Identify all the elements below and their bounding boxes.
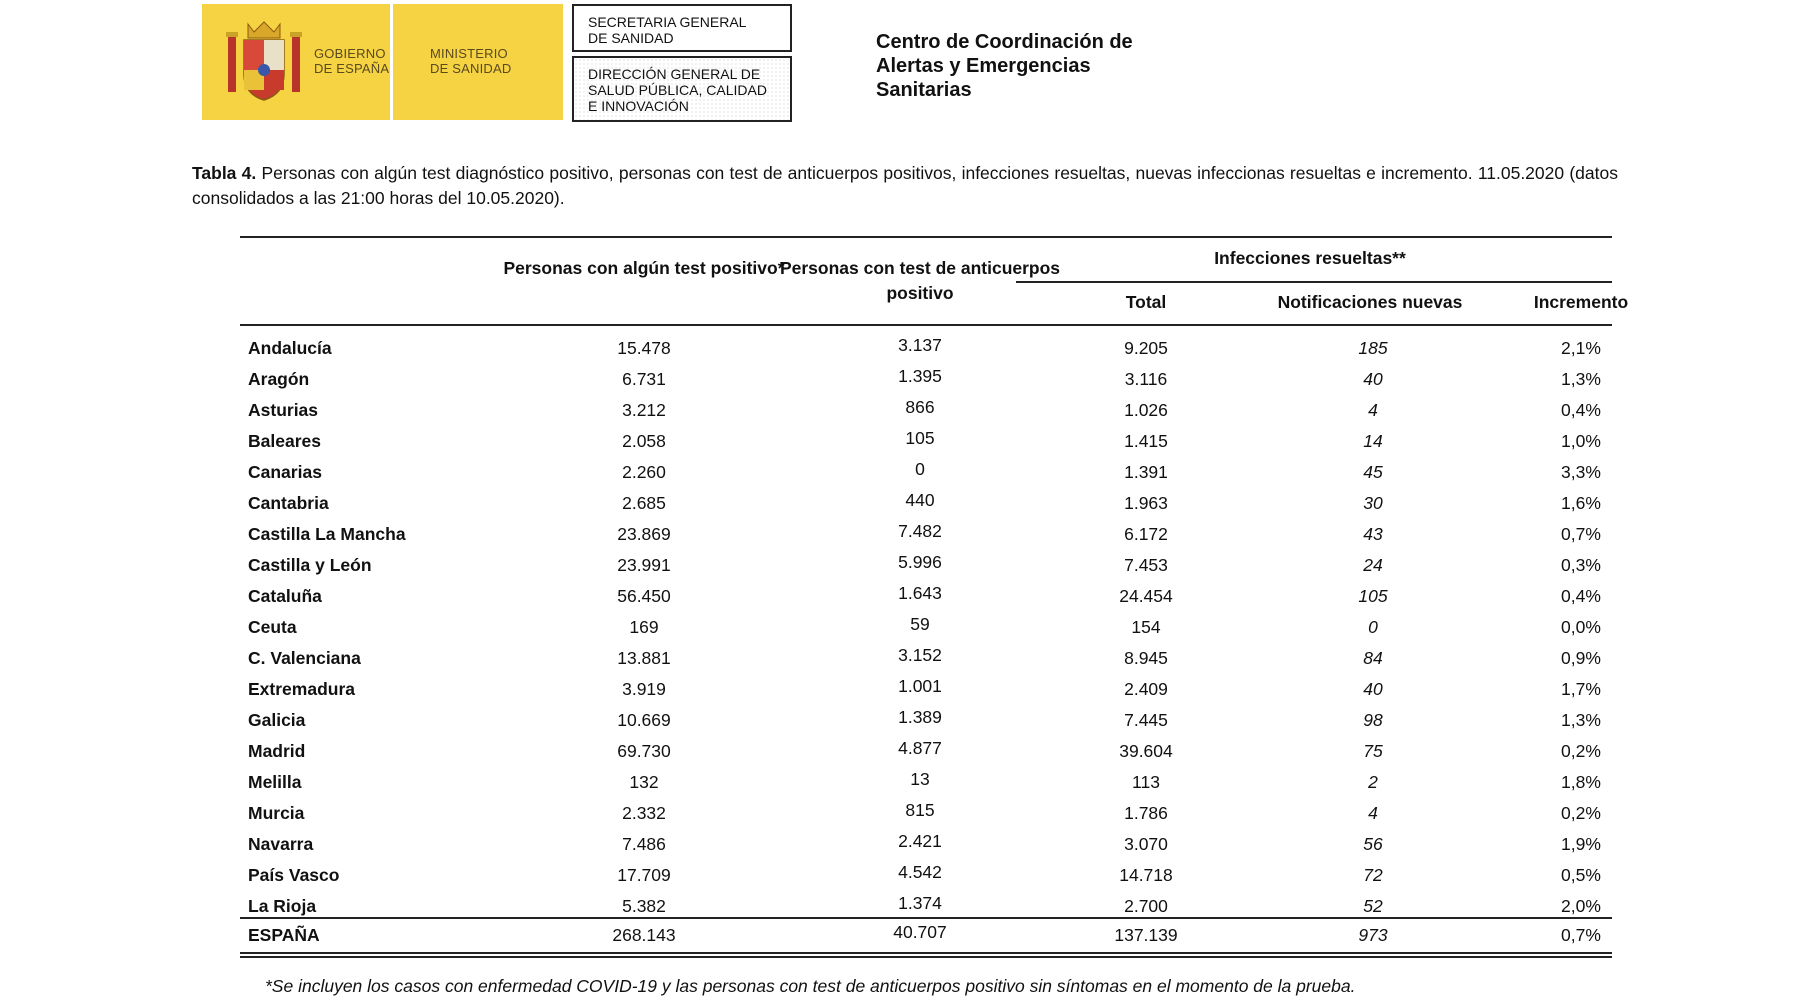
positive-test-value: 10.669 <box>617 710 671 730</box>
bottom-rule-2 <box>240 956 1612 958</box>
resolved-total-value: 1.026 <box>1124 400 1168 420</box>
new-notifications-value: 40 <box>1363 369 1383 389</box>
antibody-test-value: 7.482 <box>898 521 942 541</box>
positive-test-value: 2.332 <box>622 803 666 823</box>
direccion-line: SALUD PÚBLICA, CALIDAD <box>588 82 767 98</box>
total-resolved: 137.139 <box>1114 925 1178 945</box>
new-notifications-value: 40 <box>1363 679 1383 699</box>
region-name: Asturias <box>248 400 319 420</box>
gobierno-line: GOBIERNO <box>314 46 386 61</box>
increment-value: 0,2% <box>1561 741 1601 761</box>
new-notifications-value: 24 <box>1363 555 1383 575</box>
positive-test-value: 3.212 <box>622 400 666 420</box>
new-notifications-value: 0 <box>1368 617 1378 637</box>
direccion-line: E INNOVACIÓN <box>588 98 689 114</box>
resolved-total-value: 14.718 <box>1119 865 1173 885</box>
positive-test-value: 7.486 <box>622 834 666 854</box>
center-title-line: Centro de Coordinación de <box>876 31 1133 53</box>
new-notifications-value: 56 <box>1363 834 1383 854</box>
region-name: Ceuta <box>248 617 297 637</box>
new-notifications-value: 75 <box>1363 741 1383 761</box>
region-name: Extremadura <box>248 679 355 699</box>
new-notifications-value: 105 <box>1358 586 1388 606</box>
positive-test-value: 2.685 <box>622 493 666 513</box>
resolved-total-value: 1.415 <box>1124 431 1168 451</box>
region-name: Cataluña <box>248 586 322 606</box>
secretaria-line: DE SANIDAD <box>588 30 674 46</box>
resolved-total-value: 8.945 <box>1124 648 1168 668</box>
table-row <box>240 333 1612 364</box>
resolved-total-value: 2.700 <box>1124 896 1168 916</box>
resolved-total-value: 154 <box>1131 617 1161 637</box>
antibody-test-value: 4.877 <box>898 738 942 758</box>
increment-value: 0,3% <box>1561 555 1601 575</box>
antibody-test-value: 13 <box>910 769 930 789</box>
resolved-total-value: 7.453 <box>1124 555 1168 575</box>
table-row <box>240 519 1612 550</box>
resolved-total-value: 3.116 <box>1124 369 1168 389</box>
header-increment: Incremento <box>1533 292 1629 312</box>
total-increment: 0,7% <box>1561 925 1601 945</box>
ministerio-text <box>430 46 511 76</box>
antibody-test-value: 1.643 <box>898 583 942 603</box>
table-row <box>240 798 1612 829</box>
center-title <box>876 30 1133 102</box>
table-row <box>240 426 1612 457</box>
total-row <box>240 920 1612 951</box>
antibody-test-value: 1.395 <box>898 366 942 386</box>
table-row <box>240 860 1612 891</box>
direccion-box <box>572 56 792 122</box>
increment-value: 1,3% <box>1561 710 1601 730</box>
new-notifications-value: 2 <box>1368 772 1378 792</box>
logo-divider <box>390 4 393 120</box>
region-name: País Vasco <box>248 865 340 885</box>
gobierno-line: DE ESPAÑA <box>314 61 390 76</box>
increment-value: 0,0% <box>1561 617 1601 637</box>
total-name: ESPAÑA <box>248 925 320 945</box>
increment-value: 2,1% <box>1561 338 1601 358</box>
positive-test-value: 13.881 <box>617 648 671 668</box>
antibody-test-value: 0 <box>915 459 925 479</box>
region-name: Murcia <box>248 803 305 823</box>
region-name: Canarias <box>248 462 322 482</box>
positive-test-value: 5.382 <box>622 896 666 916</box>
table-row <box>240 767 1612 798</box>
group-rule <box>1016 281 1612 283</box>
header-total: Total <box>1125 292 1167 312</box>
region-name: Aragón <box>248 369 310 389</box>
total-new: 973 <box>1358 925 1388 945</box>
new-notifications-value: 98 <box>1363 710 1383 730</box>
positive-test-value: 132 <box>629 772 659 792</box>
increment-value: 1,9% <box>1561 834 1601 854</box>
resolved-total-value: 1.391 <box>1124 462 1168 482</box>
new-notifications-value: 4 <box>1368 400 1378 420</box>
positive-test-value: 3.919 <box>622 679 666 699</box>
table-row <box>240 736 1612 767</box>
direccion-line: DIRECCIÓN GENERAL DE <box>588 66 761 82</box>
increment-value: 0,9% <box>1561 648 1601 668</box>
total-antibody: 40.707 <box>893 922 947 942</box>
table-top-rule <box>240 236 1612 238</box>
total-positive: 268.143 <box>612 925 676 945</box>
coat-of-arms-icon <box>222 16 306 108</box>
resolved-total-value: 7.445 <box>1124 710 1168 730</box>
antibody-test-value: 1.374 <box>898 893 942 913</box>
region-name: Baleares <box>248 431 321 451</box>
antibody-test-value: 3.137 <box>898 335 942 355</box>
resolved-total-value: 3.070 <box>1124 834 1168 854</box>
positive-test-value: 2.058 <box>622 431 666 451</box>
table-row <box>240 643 1612 674</box>
region-name: Cantabria <box>248 493 329 513</box>
caption-text: Personas con algún test diagnóstico positivo, personas con test de anticuerpos positivos, infecciones resueltas, nuevas infeccionas resueltas e incremento. 11.05.2020 (datos consolidados a las 21:00 horas del 10.05.2020). <box>192 163 1618 208</box>
region-name: Castilla La Mancha <box>248 524 406 544</box>
resolved-total-value: 1.963 <box>1124 493 1168 513</box>
increment-value: 1,8% <box>1561 772 1601 792</box>
center-title-line: Alertas y Emergencias <box>876 55 1091 77</box>
new-notifications-value: 43 <box>1363 524 1383 544</box>
resolved-total-value: 113 <box>1132 772 1160 792</box>
antibody-test-value: 815 <box>905 800 935 820</box>
antibody-test-value: 1.389 <box>898 707 942 727</box>
resolved-total-value: 9.205 <box>1124 338 1168 358</box>
resolved-total-value: 2.409 <box>1124 679 1168 699</box>
increment-value: 0,7% <box>1561 524 1601 544</box>
header-new-notifications: Notificaciones nuevas <box>1277 292 1463 312</box>
resolved-total-value: 6.172 <box>1124 524 1168 544</box>
positive-test-value: 15.478 <box>617 338 671 358</box>
footnote: *Se incluyen los casos con enfermedad COVID-19 y las personas con test de anticuerpos positivo sin síntomas en el momento de la prueba. <box>265 976 1356 996</box>
antibody-test-value: 2.421 <box>898 831 942 851</box>
bottom-rule-1 <box>240 952 1612 954</box>
increment-value: 0,4% <box>1561 586 1601 606</box>
table-row <box>240 550 1612 581</box>
positive-test-value: 6.731 <box>622 369 666 389</box>
antibody-test-value: 3.152 <box>898 645 942 665</box>
table-row <box>240 581 1612 612</box>
secretaria-box <box>572 4 792 52</box>
antibody-test-value: 4.542 <box>898 862 942 882</box>
positive-test-value: 23.991 <box>617 555 671 575</box>
region-name: Castilla y León <box>248 555 372 575</box>
table-row <box>240 674 1612 705</box>
header-antibody-test: Personas con test de anticuerpos positivo <box>779 258 1061 303</box>
new-notifications-value: 52 <box>1363 896 1383 916</box>
positive-test-value: 17.709 <box>617 865 671 885</box>
new-notifications-value: 185 <box>1358 338 1388 358</box>
region-name: La Rioja <box>248 896 317 916</box>
positive-test-value: 169 <box>629 617 659 637</box>
table-row <box>240 395 1612 426</box>
increment-value: 3,3% <box>1561 462 1601 482</box>
new-notifications-value: 14 <box>1363 431 1383 451</box>
table-row <box>240 705 1612 736</box>
region-name: Navarra <box>248 834 314 854</box>
antibody-test-value: 1.001 <box>898 676 942 696</box>
increment-value: 1,7% <box>1561 679 1601 699</box>
region-name: C. Valenciana <box>248 648 361 668</box>
table-row <box>240 488 1612 519</box>
new-notifications-value: 45 <box>1363 462 1383 482</box>
secretaria-line: SECRETARIA GENERAL <box>588 14 747 30</box>
new-notifications-value: 72 <box>1363 865 1383 885</box>
ministerio-line: DE SANIDAD <box>430 61 512 76</box>
antibody-test-value: 440 <box>905 490 935 510</box>
table-row <box>240 364 1612 395</box>
positive-test-value: 69.730 <box>617 741 671 761</box>
region-name: Galicia <box>248 710 306 730</box>
increment-value: 2,0% <box>1561 896 1601 916</box>
gobierno-text <box>314 46 389 76</box>
antibody-test-value: 59 <box>910 614 930 634</box>
new-notifications-value: 84 <box>1363 648 1383 668</box>
header-bottom-rule <box>240 324 1612 326</box>
resolved-total-value: 24.454 <box>1119 586 1173 606</box>
region-name: Andalucía <box>248 338 332 358</box>
ministerio-line: MINISTERIO <box>430 46 508 61</box>
positive-test-value: 56.450 <box>617 586 671 606</box>
header-positive-test: Personas con algún test positivo* <box>503 258 785 278</box>
increment-value: 0,2% <box>1561 803 1601 823</box>
antibody-test-value: 866 <box>905 397 935 417</box>
increment-value: 0,5% <box>1561 865 1601 885</box>
increment-value: 1,6% <box>1561 493 1601 513</box>
table-row <box>240 457 1612 488</box>
resolved-total-value: 39.604 <box>1119 741 1173 761</box>
region-name: Melilla <box>248 772 302 792</box>
increment-value: 1,3% <box>1561 369 1601 389</box>
header-resolved-group: Infecciones resueltas** <box>1214 248 1406 268</box>
center-title-line: Sanitarias <box>876 79 972 101</box>
region-name: Madrid <box>248 741 306 761</box>
new-notifications-value: 30 <box>1363 493 1383 513</box>
table-row <box>240 829 1612 860</box>
caption-label: Tabla 4. <box>192 163 257 183</box>
resolved-total-value: 1.786 <box>1124 803 1168 823</box>
increment-value: 1,0% <box>1561 431 1601 451</box>
antibody-test-value: 105 <box>905 428 935 448</box>
table-row <box>240 612 1612 643</box>
antibody-test-value: 5.996 <box>898 552 942 572</box>
new-notifications-value: 4 <box>1368 803 1378 823</box>
positive-test-value: 2.260 <box>622 462 666 482</box>
positive-test-value: 23.869 <box>617 524 671 544</box>
table-caption <box>192 161 1618 211</box>
increment-value: 0,4% <box>1561 400 1601 420</box>
gobierno-logo <box>202 4 563 120</box>
